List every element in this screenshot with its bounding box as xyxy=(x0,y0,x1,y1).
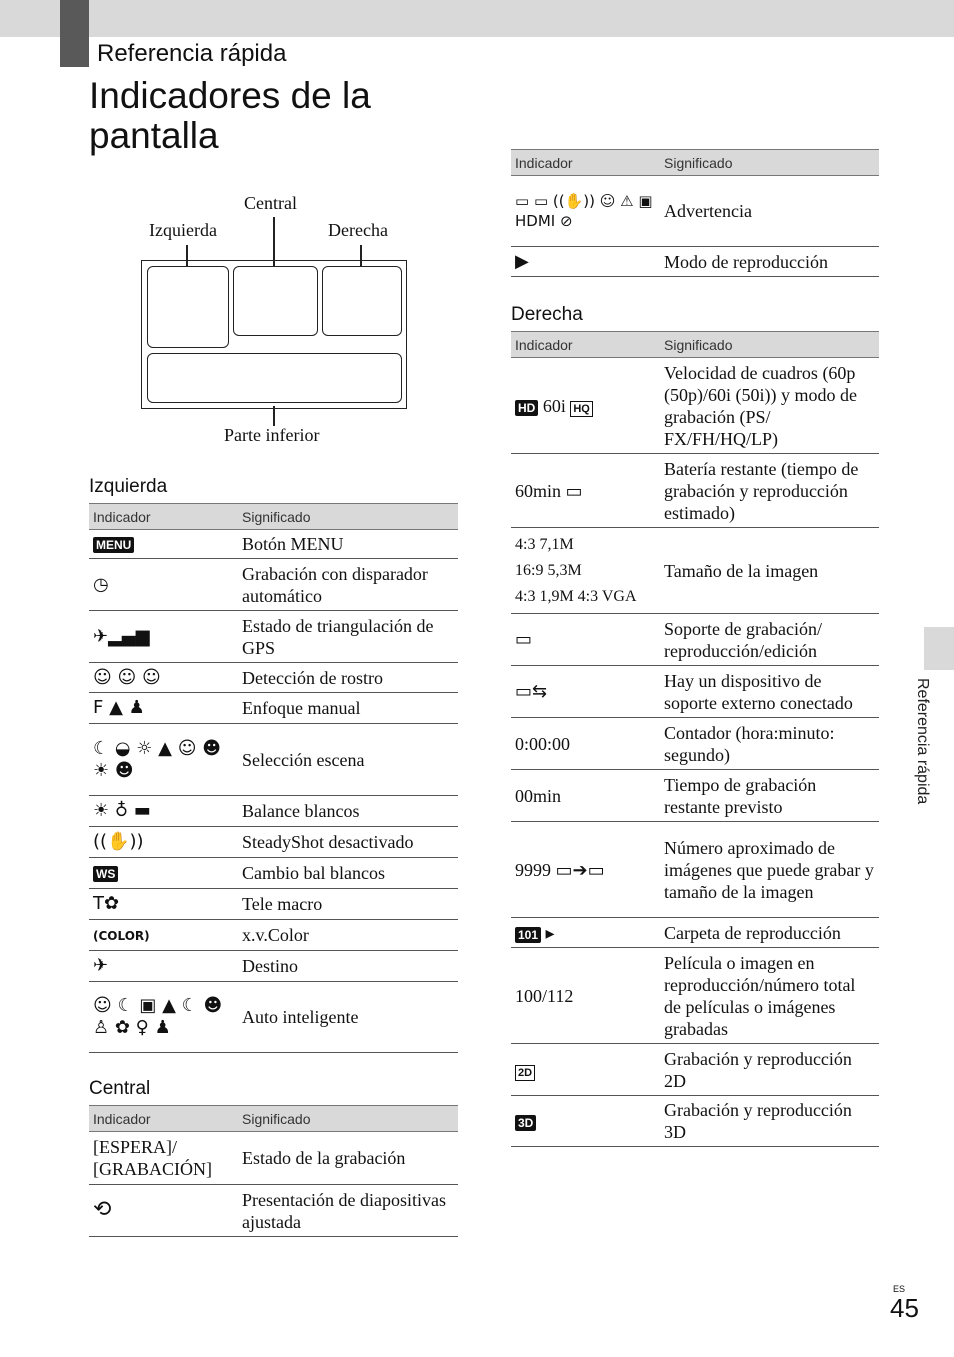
table-row xyxy=(89,559,458,611)
table-row xyxy=(89,827,458,858)
meaning: Estado de triangulación de GPS xyxy=(238,611,458,663)
table-row xyxy=(511,666,879,718)
meaning: Selección escena xyxy=(238,724,458,796)
table-row xyxy=(89,1132,458,1185)
meaning: Modo de reproducción xyxy=(660,247,879,277)
table-row xyxy=(511,528,879,614)
table-row xyxy=(89,951,458,982)
meaning: Hay un dispositivo de soporte externo conectado xyxy=(660,666,879,718)
table-row xyxy=(89,530,458,559)
meaning: Enfoque manual xyxy=(238,693,458,724)
meaning: Destino xyxy=(238,951,458,982)
central-heading: Central xyxy=(89,1078,151,1099)
table-row xyxy=(511,1096,879,1147)
frame-rate: 60i xyxy=(542,395,566,416)
table-row xyxy=(89,796,458,827)
central-table xyxy=(89,1105,458,1237)
gps-icon: ✈▂▄▆ xyxy=(93,625,150,647)
col-meaning: Significado xyxy=(238,1106,458,1132)
meaning: Carpeta de reproducción xyxy=(660,918,879,948)
diagram-area-left xyxy=(147,266,229,348)
page-title xyxy=(89,76,371,156)
table-row xyxy=(511,176,879,247)
memory-card-icon: ▭ xyxy=(515,628,533,650)
meaning: Tamaño de la imagen xyxy=(660,528,879,614)
battery-icon: ▭ xyxy=(565,480,583,501)
destination-icon: ✈ xyxy=(93,955,109,976)
quality-badge: HQ xyxy=(570,401,593,417)
playback-folder-icon: ▸ xyxy=(545,922,555,943)
table-row xyxy=(511,614,879,666)
image-size-line: 4:3 1,9M 4:3 VGA xyxy=(515,587,637,605)
section-label: Referencia rápida xyxy=(97,40,287,67)
top-band xyxy=(0,0,954,37)
diagram-screen xyxy=(141,260,407,409)
izquierda-heading: Izquierda xyxy=(89,476,168,497)
indicator: [ESPERA]/ [GRABACIÓN] xyxy=(89,1132,238,1185)
col-indicator: Indicador xyxy=(511,150,660,176)
diagram-label-central: Central xyxy=(244,193,297,213)
meaning: Grabación con disparador automático xyxy=(238,559,458,611)
steadyshot-off-icon: ((✋)) xyxy=(93,831,144,852)
meaning: Tiempo de grabación restante previsto xyxy=(660,770,879,822)
table-row xyxy=(511,948,879,1044)
meaning: Película o imagen en reproducción/número total de películas o imágenes grabadas xyxy=(660,948,879,1044)
table-row xyxy=(89,663,458,693)
meaning: Botón MENU xyxy=(238,530,458,559)
table-row xyxy=(511,1044,879,1096)
meaning: Batería restante (tiempo de grabación y reproducción estimado) xyxy=(660,454,879,528)
central-right-table xyxy=(511,149,879,277)
meaning: Número aproximado de imágenes que puede grabar y tamaño de la imagen xyxy=(660,822,879,918)
screen-diagram xyxy=(140,190,410,450)
folder-number: 101 xyxy=(515,927,541,943)
diagram-area-center xyxy=(233,266,318,336)
indicator: 0:00:00 xyxy=(511,718,660,770)
scene-selection-icon: ☾ ◒ ☼ ▲ ☺ ☻ ☀ ☻ xyxy=(93,737,221,781)
table-row xyxy=(511,247,879,277)
page-number: 45 xyxy=(890,1293,919,1323)
white-balance-icon: ☀ ♁ ▬ xyxy=(93,800,151,821)
table-row xyxy=(89,889,458,920)
2d-icon: 2D xyxy=(515,1065,535,1081)
diagram-area-bottom xyxy=(147,353,402,403)
xvcolor-icon: (COLOR) xyxy=(93,928,150,943)
col-meaning: Significado xyxy=(238,504,458,530)
image-size-line: 16:9 5,3M xyxy=(515,561,582,579)
izquierda-table xyxy=(89,503,458,1053)
table-row xyxy=(89,724,458,796)
meaning: Tele macro xyxy=(238,889,458,920)
meaning: Detección de rostro xyxy=(238,663,458,693)
menu-icon: MENU xyxy=(93,537,134,553)
meaning: Cambio bal blancos xyxy=(238,858,458,889)
table-row xyxy=(89,1185,458,1237)
meaning: Grabación y reproducción 3D xyxy=(660,1096,879,1147)
meaning: Velocidad de cuadros (60p (50p)/60i (50i)) y modo de grabación (PS/ FX/FH/HQ/LP) xyxy=(660,358,879,454)
warning-icon: ▭ ▭ ((✋)) ☺ ⚠ ▣ HDMI ⊘ xyxy=(515,192,653,230)
table-row xyxy=(89,693,458,724)
meaning: Auto inteligente xyxy=(238,982,458,1053)
col-indicator: Indicador xyxy=(89,504,238,530)
table-row xyxy=(511,454,879,528)
meaning: Contador (hora:minuto: segundo) xyxy=(660,718,879,770)
table-row xyxy=(89,858,458,889)
diagram-label-izquierda: Izquierda xyxy=(149,220,217,240)
derecha-table xyxy=(511,331,879,1147)
language-code: ES xyxy=(893,1284,906,1294)
intelligent-auto-icon: ☺ ☾ ▣ ▲ ☾ ☻ ♙ ✿ ♀ ♟ xyxy=(93,995,223,1038)
meaning: Presentación de diapositivas ajustada xyxy=(238,1185,458,1237)
table-row xyxy=(89,982,458,1053)
meaning: SteadyShot desactivado xyxy=(238,827,458,858)
diagram-label-derecha: Derecha xyxy=(328,220,388,240)
table-row xyxy=(511,918,879,948)
side-tab-label: Referencia rápida xyxy=(914,678,931,805)
diagram-pointer-bottom xyxy=(273,406,275,426)
tele-macro-icon: T✿ xyxy=(93,893,120,914)
diagram-label-inferior: Parte inferior xyxy=(224,425,320,445)
table-row xyxy=(511,358,879,454)
table-row xyxy=(89,920,458,951)
meaning: x.v.Color xyxy=(238,920,458,951)
col-meaning: Significado xyxy=(660,332,879,358)
derecha-heading: Derecha xyxy=(511,304,583,325)
battery-time: 60min xyxy=(515,480,562,501)
col-meaning: Significado xyxy=(660,150,879,176)
hd-badge: HD xyxy=(515,400,538,416)
play-icon: ▶ xyxy=(515,250,529,272)
col-indicator: Indicador xyxy=(511,332,660,358)
meaning: Estado de la grabación xyxy=(238,1132,458,1185)
indicator: 100/112 xyxy=(511,948,660,1044)
meaning: Grabación y reproducción 2D xyxy=(660,1044,879,1096)
page-title-line2: pantalla xyxy=(89,115,219,156)
diagram-area-right xyxy=(322,266,402,336)
self-timer-icon: ◷ xyxy=(93,573,109,595)
table-row xyxy=(511,718,879,770)
col-indicator: Indicador xyxy=(89,1106,238,1132)
slideshow-icon: ⟲ xyxy=(93,1197,112,1222)
page-title-line1: Indicadores de la xyxy=(89,75,371,116)
photo-capacity-icon: ▭➔▭ xyxy=(555,859,605,880)
top-block xyxy=(60,0,89,67)
meaning: Advertencia xyxy=(660,176,879,247)
image-size-line: 4:3 7,1M xyxy=(515,535,574,553)
meaning: Soporte de grabación/ reproducción/edición xyxy=(660,614,879,666)
external-media-icon: ▭⇆ xyxy=(515,680,548,702)
3d-icon: 3D xyxy=(515,1115,536,1131)
table-row xyxy=(89,611,458,663)
side-tab xyxy=(924,627,954,670)
photo-count: 9999 xyxy=(515,859,551,880)
meaning: Balance blancos xyxy=(238,796,458,827)
indicator: 00min xyxy=(511,770,660,822)
table-row xyxy=(511,770,879,822)
face-detection-icon: ☺ ☺ ☺ xyxy=(93,666,161,688)
table-row xyxy=(511,822,879,918)
white-balance-shift-icon: WS xyxy=(93,866,118,882)
manual-focus-icon: F ▲ ♟ xyxy=(93,697,145,718)
